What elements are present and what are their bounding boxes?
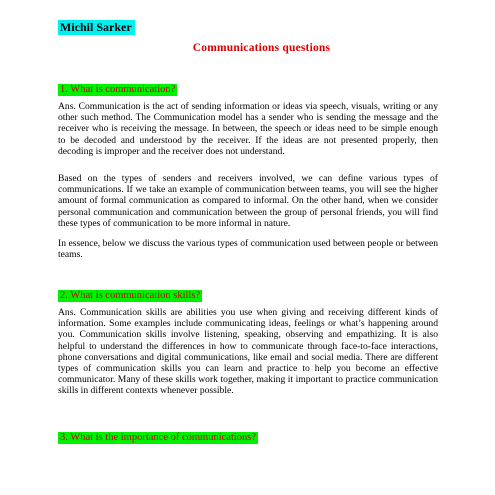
question-1-answer-paragraph-1: Ans. Communication is the act of sending information or ideas via speech, visuals, writing or any other such method. The Communication model has a sender who is sending the message and the receiver who is receiving the message. In between, the speech or ideas need to be simple enough to be decoded and understood by the receiver. If the ideas are not presented properly, then decoding is improper and the receiver does not understand. bbox=[58, 101, 438, 157]
question-1-answer-paragraph-2: Based on the types of senders and receivers involved, we can define various types of communications. If we take an example of communication between teams, you will see the higher amount of formal communication as compared to informal. On the other hand, when we consider personal communication and communication between the group of personal friends, you will find these types of communication to be more informal in nature. bbox=[58, 173, 438, 229]
question-2-answer-paragraph-1: Ans. Communication skills are abilities you use when giving and receiving different kinds of information. Some examples include communicating ideas, feelings or what’s happening around you. Communication skills involve listening, speaking, observing and empathizing. It is also helpful to understand the differences in how to communicate through face-to-face interactions, phone conversations and digital communications, like email and social media. There are different types of communication skills you can learn and practice to help you become an effective communicator. Many of these skills work together, making it important to practice communication skills in different contexts whenever possible. bbox=[58, 307, 438, 397]
question-1-heading: 1. What is communication? bbox=[60, 84, 176, 95]
author-name: Michil Sarker bbox=[58, 20, 135, 35]
question-1-answer-paragraph-3: In essence, below we discuss the various types of communication used between people or between teams. bbox=[58, 238, 438, 261]
document-title: Communications questions bbox=[192, 42, 331, 54]
question-3-heading: 3. What is the importance of communications? bbox=[60, 432, 257, 443]
question-2-heading: 2. What is communication skills? bbox=[60, 290, 201, 301]
